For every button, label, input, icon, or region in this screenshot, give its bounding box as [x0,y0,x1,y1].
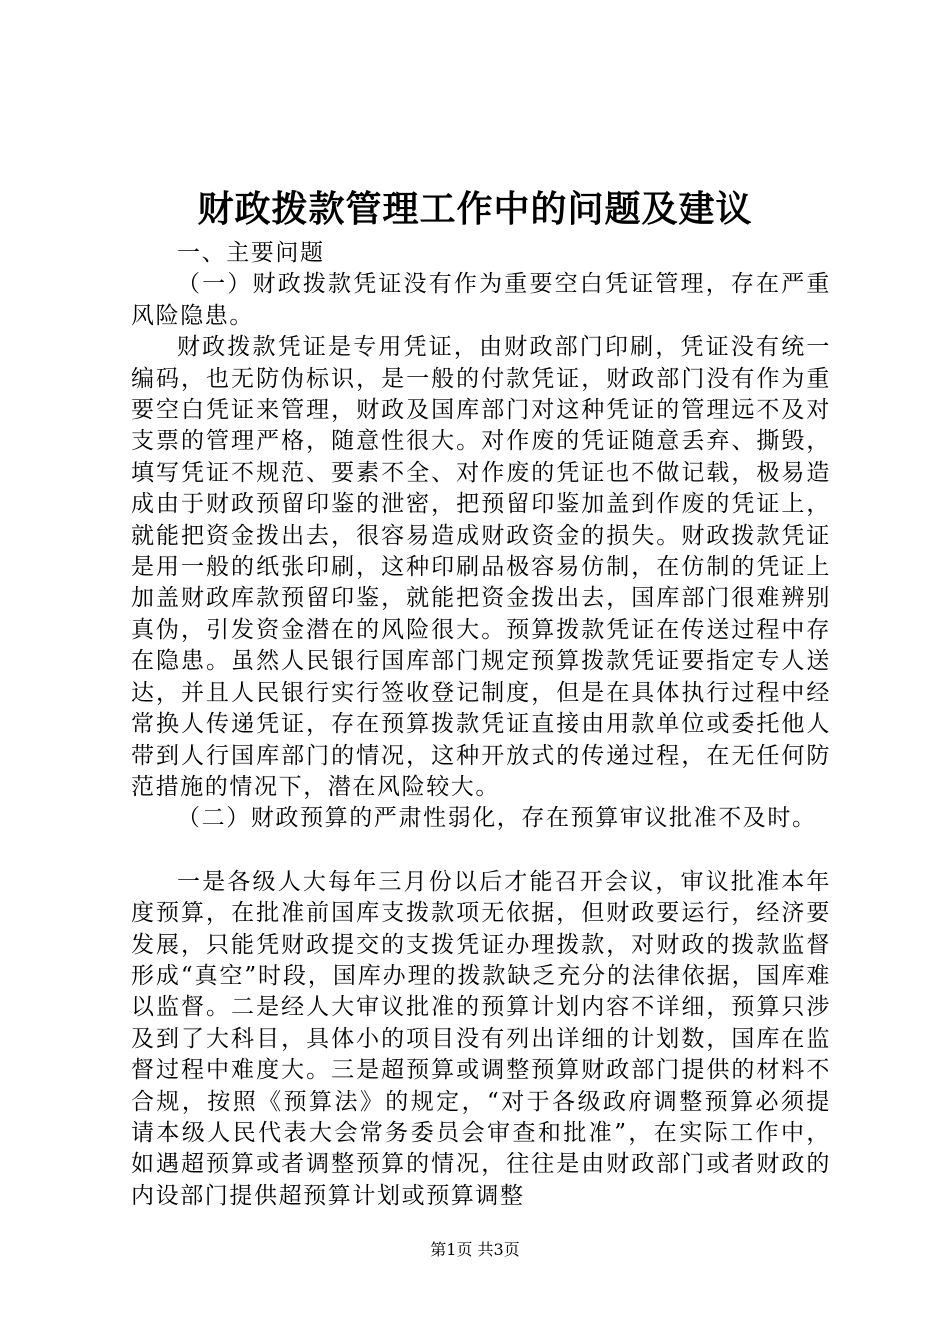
document-title: 财政拨款管理工作中的问题及建议 [197,188,753,230]
document-body [131,238,831,1212]
paragraph-2: 一是各级人大每年三月份以后才能召开会议，审议批准本年度预算，在批准前国库支拨款项无依据，但财政要运行，经济要发展，只能凭财政提交的支拨凭证办理拨款，对财政的拨款监督形成“真空”时段，国库办理的拨款缺乏充分的法律依据，国库难以监督。二是经人大审议批准的预算计划内容不详细，预算只涉及到了大科目，具体小的项目没有列出详细的计划数，国库在监督过程中难度大。三是超预算或调整预算财政部门提供的材料不合规，按照《预算法》的规定，“对于各级政府调整预算必须提请本级人民代表大会常务委员会审查和批准”，在实际工作中，如遇超预算或者调整预算的情况，往往是由财政部门或者财政的内设部门提供超预算计划或预算调整 [131,868,831,1209]
paragraph-1: 财政拨款凭证是专用凭证，由财政部门印刷，凭证没有统一编码，也无防伪标识，是一般的付款凭证，财政部门没有作为重要空白凭证来管理，财政及国库部门对这种凭证的管理远不及对支票的管理严格，随意性很大。对作废的凭证随意丢弃、撕毁，填写凭证不规范、要素不全、对作废的凭证也不做记载，极易造成由于财政预留印鉴的泄密，把预留印鉴加盖到作废的凭证上，就能把资金拨出去，很容易造成财政资金的损失。财政拨款凭证是用一般的纸张印刷，这种印刷品极容易仿制，在仿制的凭证上加盖财政库款预留印鉴，就能把资金拨出去，国库部门很难辨别真伪，引发资金潜在的风险很大。预算拨款凭证在传送过程中存在隐患。虽然人民银行国库部门规定预算拨款凭证要指定专人送达，并且人民银行实行签收登记制度，但是在具体执行过程中经常换人传递凭证，存在预算拨款凭证直接由用款单位或委托他人带到人行国库部门的情况，这种开放式的传递过程，在无任何防范措施的情况下，潜在风险较大。 [131,334,831,800]
subheading-2: （二）财政预算的严肃性弱化，存在预算审议批准不及时。 [177,805,817,832]
subheading-1: （一）财政拨款凭证没有作为重要空白凭证管理，存在严重风险隐患。 [131,271,831,329]
paragraph-gap [131,835,831,867]
page-footer: 第1页 共3页 [430,1240,520,1259]
section-heading: 一、主要问题 [177,240,325,266]
